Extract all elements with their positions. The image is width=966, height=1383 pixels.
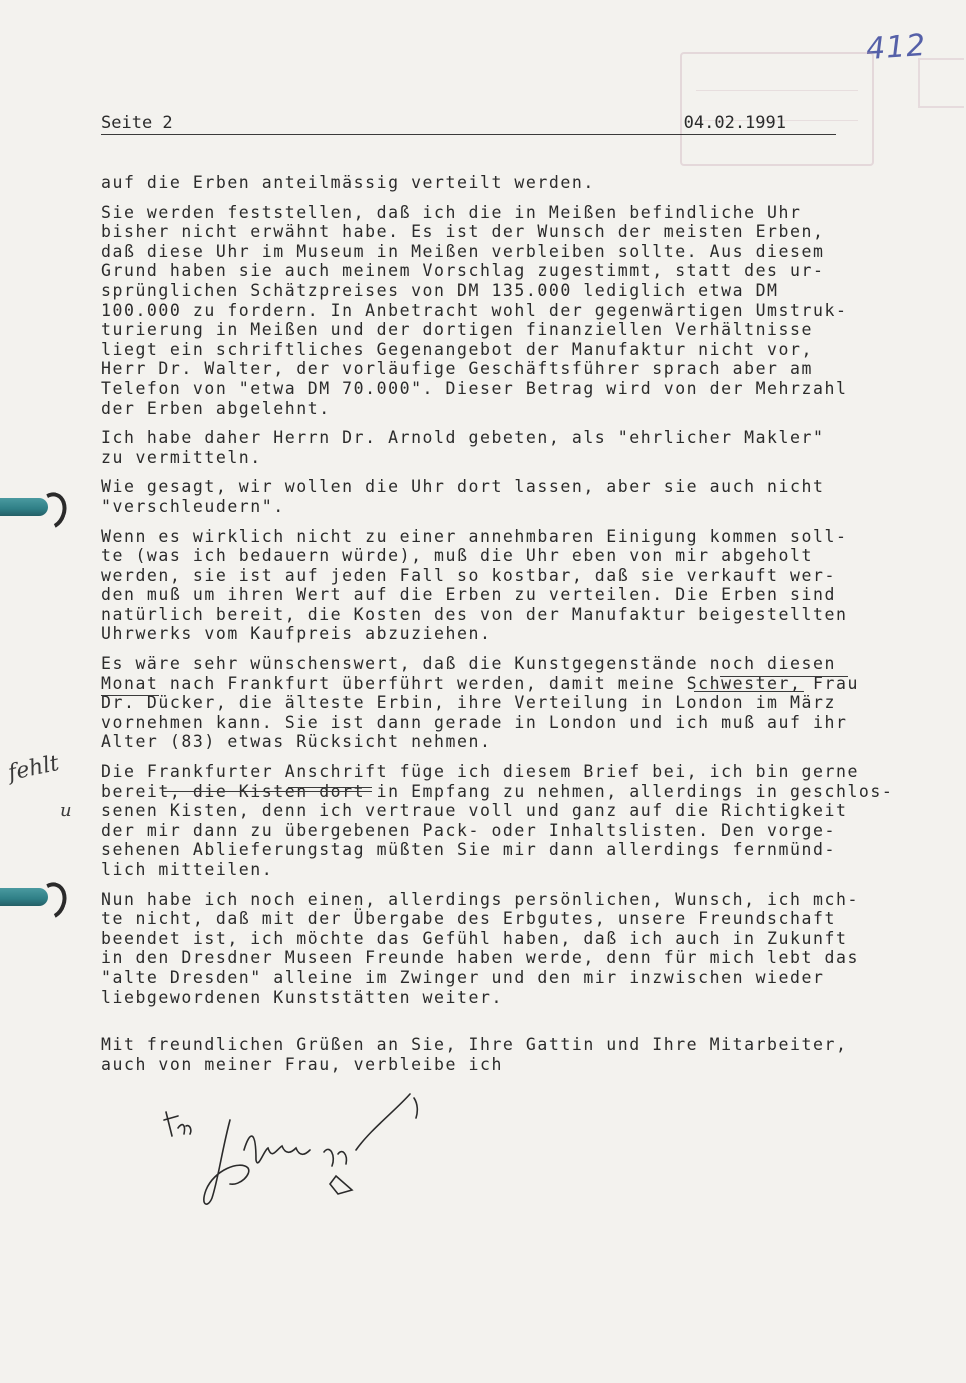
text-line: bisher nicht erwähnt habe. Es ist der Wunsch der meisten Erben, xyxy=(101,222,825,242)
text-line: liebgewordenen Kunststätten weiter. xyxy=(101,987,503,1007)
text-line: zu vermitteln. xyxy=(101,447,262,467)
text-line: Uhrwerks vom Kaufpreis abzuziehen. xyxy=(101,624,492,644)
letter-date: 04.02.1991 xyxy=(683,113,786,133)
text-line: te (was ich bedauern würde), muß die Uhr eben von mir abgeholt xyxy=(101,546,813,566)
paragraph xyxy=(101,654,891,752)
margin-note: fehlt xyxy=(5,750,62,787)
text-line: vornehmen kann. Sie ist dann gerade in London und ich muß auf ihr xyxy=(101,712,848,732)
handwritten-underline xyxy=(162,791,372,792)
binder-ring-top xyxy=(0,490,68,524)
receipt-stamp-partial xyxy=(918,58,964,108)
text-line: der mir dann zu übergebenen Pack- oder Inhaltslisten. Den vorge- xyxy=(101,820,836,840)
text-line: Dr. Dücker, die älteste Erbin, ihre Verteilung in London im März xyxy=(101,693,836,713)
receipt-stamp xyxy=(680,52,874,166)
text-line: "alte Dresden" alleine im Zwinger und den mir inzwischen wieder xyxy=(101,967,825,987)
paragraph xyxy=(101,762,894,880)
text-line: auch von meiner Frau, verbleibe ich xyxy=(101,1054,503,1074)
margin-note-mark: u xyxy=(60,800,72,821)
handwritten-underline xyxy=(720,676,848,677)
text-line: Alter (83) etwas Rücksicht nehmen. xyxy=(101,732,492,752)
text-line: in den Dresdner Museen Freunde haben werde, denn für mich lebt das xyxy=(101,948,859,968)
text-line: der Erben abgelehnt. xyxy=(101,398,331,418)
text-line: Nun habe ich noch einen, allerdings persönlichen, Wunsch, ich mch- xyxy=(101,889,859,909)
text-line: beendet ist, ich möchte das Gefühl haben, daß ich auch in Zukunft xyxy=(101,928,848,948)
text-line: Monat nach Frankfurt überführt werden, damit meine Schwester, Frau xyxy=(101,673,859,693)
paragraph xyxy=(101,477,891,516)
text-line: werden, sie ist auf jeden Fall so kostbar, daß sie verkauft wer- xyxy=(101,565,836,585)
text-line: natürlich bereit, die Kosten des von der Manufaktur beigestellten xyxy=(101,604,848,624)
text-line: liegt ein schriftliches Gegenangebot der Manufaktur nicht vor, xyxy=(101,339,813,359)
text-line: senen Kisten, denn ich vertraue voll und ganz auf die Richtigkeit xyxy=(101,801,848,821)
signature xyxy=(160,1090,440,1220)
text-line: Wenn es wirklich nicht zu einer annehmbaren Einigung kommen soll- xyxy=(101,526,848,546)
handwritten-underline xyxy=(101,695,159,696)
text-line: turierung in Meißen und der dortigen finanziellen Verhältnisse xyxy=(101,320,813,340)
text-line: lich mitteilen. xyxy=(101,860,274,879)
paragraph xyxy=(101,203,891,419)
text-line: Sie werden feststellen, daß ich die in Meißen befindliche Uhr xyxy=(101,202,802,222)
text-line: auf die Erben anteilmässig verteilt werden. xyxy=(101,173,595,192)
text-line: daß diese Uhr im Museum in Meißen verbleiben sollte. Aus diesem xyxy=(101,241,825,261)
paragraph xyxy=(101,428,891,467)
text-line: Telefon von "etwa DM 70.000". Dieser Betrag wird von der Mehrzahl xyxy=(101,378,848,398)
closing xyxy=(101,1035,891,1074)
text-line: Ich habe daher Herrn Dr. Arnold gebeten, als "ehrlicher Makler" xyxy=(101,428,825,448)
text-line: 100.000 zu fordern. In Anbetracht wohl der gegenwärtigen Umstruk- xyxy=(101,300,848,320)
text-line: sprünglichen Schätzpreises von DM 135.000 lediglich etwa DM xyxy=(101,280,779,300)
text-line: bereit, die Kisten dort in Empfang zu nehmen, allerdings in geschlos- xyxy=(101,781,894,801)
text-line: te nicht, daß mit der Übergabe des Erbgutes, unsere Freundschaft xyxy=(101,909,836,929)
text-line: den muß um ihren Wert auf die Erben zu verteilen. Die Erben sind xyxy=(101,585,836,605)
binder-ring-bottom xyxy=(0,880,68,914)
paragraph xyxy=(101,527,891,645)
text-line: Es wäre sehr wünschenswert, daß die Kunstgegenstände noch diesen xyxy=(101,654,836,674)
paragraph xyxy=(101,173,891,193)
text-line: "verschleudern". xyxy=(101,496,285,516)
paragraph xyxy=(101,890,891,1008)
text-line: sehenen Ablieferungstag müßten Sie mir dann allerdings fernmünd- xyxy=(101,840,836,860)
page-number: 412 xyxy=(864,27,928,68)
text-line: Herr Dr. Walter, der vorläufige Geschäftsführer sprach aber am xyxy=(101,359,813,379)
letter-header xyxy=(101,112,836,135)
text-line: Wie gesagt, wir wollen die Uhr dort lassen, aber sie auch nicht xyxy=(101,477,825,497)
page-label: Seite 2 xyxy=(101,113,173,133)
handwritten-underline xyxy=(694,691,804,692)
text-line: Mit freundlichen Grüßen an Sie, Ihre Gattin und Ihre Mitarbeiter, xyxy=(101,1035,848,1055)
letter-body xyxy=(101,173,894,1074)
text-line: Die Frankfurter Anschrift füge ich diesem Brief bei, ich bin gerne xyxy=(101,762,859,782)
text-line: Grund haben sie auch meinem Vorschlag zugestimmt, statt des ur- xyxy=(101,261,825,281)
handwritten-underline xyxy=(288,787,372,788)
